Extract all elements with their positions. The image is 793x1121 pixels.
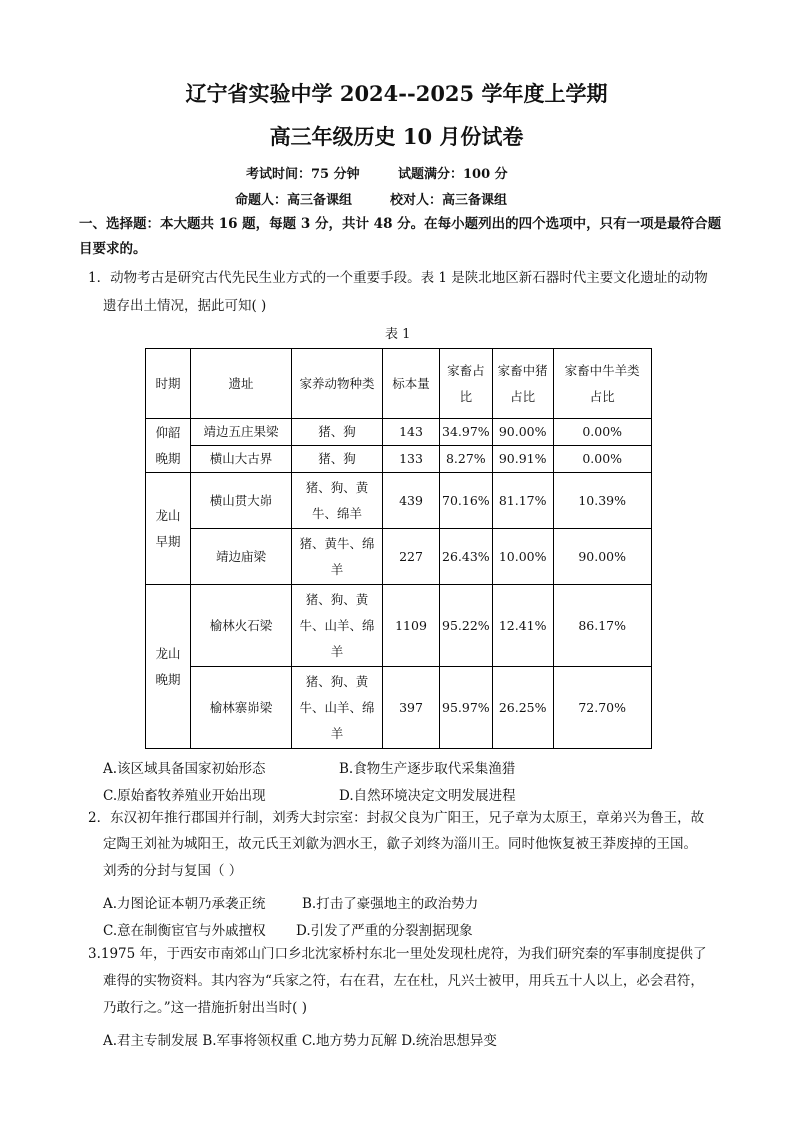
table-row bbox=[146, 667, 652, 749]
animals-cell: 猪、黄牛、绵 羊 bbox=[292, 529, 383, 585]
sample-cell: 133 bbox=[383, 446, 440, 473]
table-row bbox=[146, 446, 652, 473]
pig-cell: 81.17% bbox=[492, 473, 553, 529]
exam-title: 辽宁省实验中学 2024--2025 学年度上学期 bbox=[185, 81, 608, 106]
section-heading bbox=[79, 212, 729, 262]
q2-option-b[interactable]: B.打击了豪强地主的政治势力 bbox=[302, 896, 479, 912]
animals-cell: 猪、狗 bbox=[292, 446, 383, 473]
domestic-cell: 8.27% bbox=[440, 446, 493, 473]
table-row bbox=[146, 529, 652, 585]
section-heading-line1: 一、选择题：本大题共 16 题，每题 3 分，共计 48 分。在每小题列出的四个选项中，只有一项是最符合题 bbox=[79, 216, 722, 232]
cattle-cell: 72.70% bbox=[553, 667, 651, 749]
sample-cell: 397 bbox=[383, 667, 440, 749]
cattle-cell: 0.00% bbox=[553, 446, 651, 473]
q2-stem-line2: 定陶王刘祉为城阳王，故元氏王刘歙为泗水王，歙子刘终为淄川王。同时他恢复被王莽废掉的王国。 bbox=[103, 836, 697, 852]
site-cell: 靖边庙梁 bbox=[191, 529, 292, 585]
table-row bbox=[146, 473, 652, 529]
header-pig-share: 家畜中猪 占比 bbox=[492, 349, 553, 419]
animals-cell: 猪、狗 bbox=[292, 419, 383, 446]
period-cell: 龙山 早期 bbox=[146, 473, 191, 585]
period-cell: 龙山 晚期 bbox=[146, 585, 191, 749]
sample-cell: 143 bbox=[383, 419, 440, 446]
site-cell: 靖边五庄果梁 bbox=[191, 419, 292, 446]
domestic-cell: 70.16% bbox=[440, 473, 493, 529]
pig-cell: 90.00% bbox=[492, 419, 553, 446]
q1-option-d[interactable]: D.自然环境决定文明发展进程 bbox=[339, 788, 516, 804]
domestic-cell: 95.97% bbox=[440, 667, 493, 749]
animals-cell: 猪、狗、黄 牛、绵羊 bbox=[292, 473, 383, 529]
q1-option-a[interactable]: A.该区域具备国家初始形态 bbox=[103, 761, 266, 777]
sample-cell: 227 bbox=[383, 529, 440, 585]
q3-options[interactable]: A.君主专制发展 B.军事将领权重 C.地方势力瓦解 D.统治思想异变 bbox=[103, 1033, 497, 1049]
pig-cell: 26.25% bbox=[492, 667, 553, 749]
header-cattle-share: 家畜中牛羊类 占比 bbox=[553, 349, 651, 419]
table-header-row bbox=[146, 349, 652, 419]
pig-cell: 90.91% bbox=[492, 446, 553, 473]
domestic-cell: 26.43% bbox=[440, 529, 493, 585]
site-cell: 横山贯大峁 bbox=[191, 473, 292, 529]
domestic-cell: 95.22% bbox=[440, 585, 493, 667]
author: 命题人：高三备课组 bbox=[235, 193, 353, 208]
sample-cell: 1109 bbox=[383, 585, 440, 667]
table-row bbox=[146, 585, 652, 667]
checker: 校对人：高三备课组 bbox=[390, 193, 508, 208]
site-cell: 榆林寨峁梁 bbox=[191, 667, 292, 749]
cattle-cell: 86.17% bbox=[553, 585, 651, 667]
header-site: 遗址 bbox=[191, 349, 292, 419]
animals-cell: 猪、狗、黄 牛、山羊、绵 羊 bbox=[292, 585, 383, 667]
q2-option-c[interactable]: C.意在制衡宦官与外戚擅权 bbox=[103, 923, 266, 939]
q2-stem-line1: 2．东汉初年推行郡国并行制，刘秀大封宗室：封叔父良为广阳王，兄子章为太原王，章弟兴为鲁王，故 bbox=[88, 810, 705, 826]
q2-option-d[interactable]: D.引发了严重的分裂割据现象 bbox=[296, 923, 473, 939]
site-cell: 榆林火石梁 bbox=[191, 585, 292, 667]
table-row bbox=[146, 419, 652, 446]
full-score: 试题满分：100 分 bbox=[398, 167, 508, 182]
q3-stem-line1: 3.1975 年，于西安市南郊山门口乡北沈家桥村东北一里处发现杜虎符，为我们研究秦的军事制度提供了 bbox=[88, 946, 707, 962]
q3-stem-line3: 乃敢行之。”这一措施折射出当时( ) bbox=[103, 1000, 307, 1016]
exam-subtitle: 高三年级历史 10 月份试卷 bbox=[269, 124, 524, 149]
domestic-cell: 34.97% bbox=[440, 419, 493, 446]
q1-option-b[interactable]: B.食物生产逐步取代采集渔猎 bbox=[339, 761, 516, 777]
sample-cell: 439 bbox=[383, 473, 440, 529]
q1-option-c[interactable]: C.原始畜牧养殖业开始出现 bbox=[103, 788, 266, 804]
pig-cell: 10.00% bbox=[492, 529, 553, 585]
exam-time: 考试时间：75 分钟 bbox=[246, 167, 360, 182]
section-heading-line2: 目要求的。 bbox=[79, 241, 147, 257]
q3-stem-line2: 难得的实物资料。其内容为“兵家之符，右在君，左在杜，凡兴士被甲，用兵五十人以上，必会君符， bbox=[103, 973, 704, 989]
cattle-cell: 90.00% bbox=[553, 529, 651, 585]
header-period: 时期 bbox=[146, 349, 191, 419]
animals-cell: 猪、狗、黄 牛、山羊、绵 羊 bbox=[292, 667, 383, 749]
header-animals: 家养动物种类 bbox=[292, 349, 383, 419]
header-domestic-share: 家畜占 比 bbox=[440, 349, 493, 419]
cattle-cell: 0.00% bbox=[553, 419, 651, 446]
q2-stem-line3: 刘秀的分封与复国（ ） bbox=[103, 863, 243, 879]
q1-stem-line1: 1．动物考古是研究古代先民生业方式的一个重要手段。表 1 是陕北地区新石器时代主要文化遗址的动物 bbox=[88, 270, 708, 286]
pig-cell: 12.41% bbox=[492, 585, 553, 667]
period-cell: 仰韶 晚期 bbox=[146, 419, 191, 473]
table-caption: 表 1 bbox=[385, 327, 411, 342]
cattle-cell: 10.39% bbox=[553, 473, 651, 529]
site-cell: 横山大古界 bbox=[191, 446, 292, 473]
q2-option-a[interactable]: A.力图论证本朝乃承袭正统 bbox=[103, 896, 266, 912]
header-sample: 标本量 bbox=[383, 349, 440, 419]
q1-stem-line2: 遗存出土情况，据此可知( ) bbox=[103, 298, 267, 314]
animal-remains-table bbox=[145, 348, 652, 749]
